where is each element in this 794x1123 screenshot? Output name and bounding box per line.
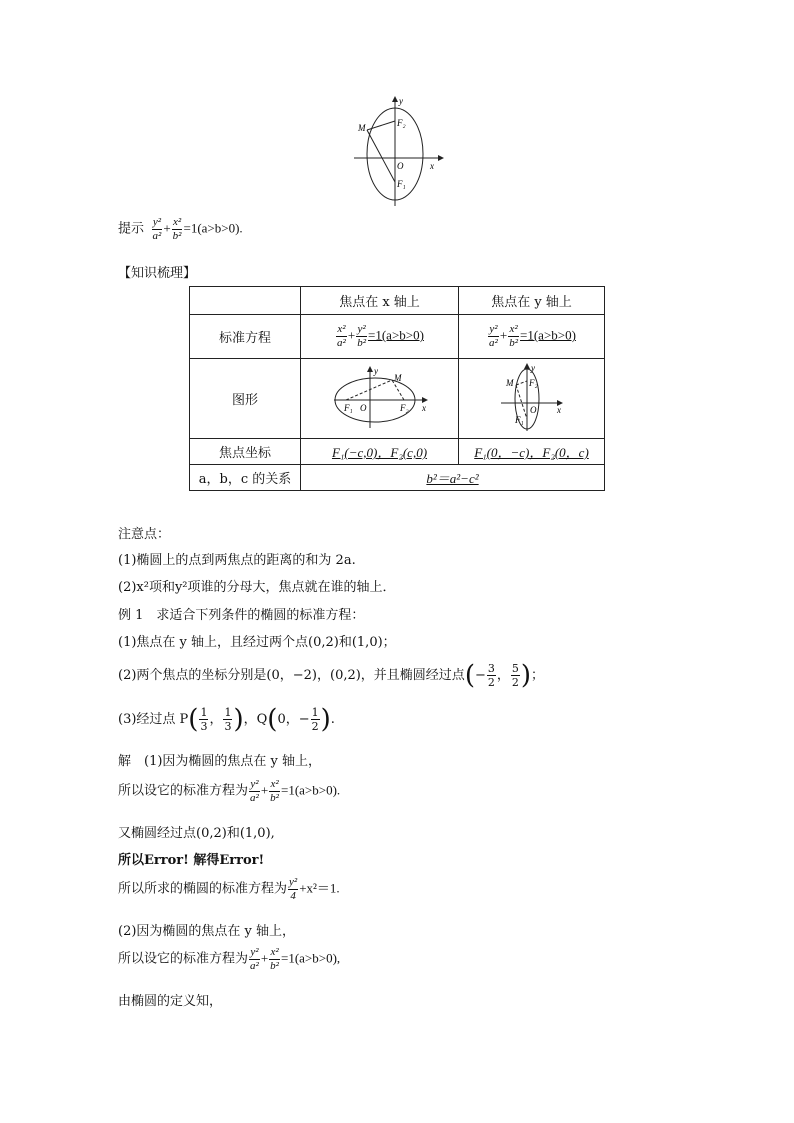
solution-1: 解 (1)因为椭圆的焦点在 y 轴上， bbox=[118, 754, 322, 769]
table-corner bbox=[190, 287, 301, 315]
row-label-standard-eq: 标准方程 bbox=[190, 315, 301, 359]
header-y-focus: 焦点在 y 轴上 bbox=[459, 287, 605, 315]
x-focus-equation: $\frac{\text{x²}}{\text{a²}}$ + $\frac{\text{y²}}{\text{b²}}$ =1(a>b>0) bbox=[301, 315, 459, 359]
svg-text:M: M bbox=[505, 377, 513, 388]
horizontal-ellipse-figure bbox=[330, 364, 430, 430]
example-part-1: (1)焦点在 y 轴上，且经过两个点(0,2)和(1,0)； bbox=[118, 635, 396, 650]
notes-title: 注意点： bbox=[118, 527, 171, 542]
solution-3: 又椭圆经过点(0,2)和(1,0), bbox=[118, 826, 275, 841]
y-focus-foci: F₁(0，−c)，F₂(0，c) bbox=[459, 439, 605, 465]
solution-8: 由椭圆的定义知， bbox=[118, 994, 223, 1009]
label-f1: F₁ bbox=[397, 179, 406, 189]
svg-text:M: M bbox=[393, 372, 401, 383]
solution-2: 所以设它的标准方程为 $\frac{\text{y²}}{\text{a²}}$ + $\frac{\text{x²}}{\text{b²}}$ =1(a>b>0). bbox=[118, 778, 341, 804]
label-y: y bbox=[399, 96, 403, 106]
label-o: O bbox=[397, 161, 404, 171]
note-1: (1)椭圆上的点到两焦点的距离的和为 2a. bbox=[118, 553, 356, 568]
label-m: M bbox=[358, 123, 366, 133]
x-focus-foci: F₁(−c,0)，F₂(c,0) bbox=[301, 439, 459, 465]
svg-text:F₂: F₂ bbox=[399, 402, 409, 413]
svg-text:x: x bbox=[421, 402, 426, 413]
hint-tail: =1(a>b>0). bbox=[183, 220, 243, 236]
note-2: (2)x²项和y²项谁的分母大，焦点就在谁的轴上． bbox=[118, 580, 396, 595]
x-axis-arrow bbox=[438, 155, 444, 161]
mf1-line bbox=[367, 130, 395, 182]
svg-text:O: O bbox=[359, 402, 366, 413]
svg-text:y: y bbox=[530, 362, 535, 373]
row-label-relation: a，b，c 的关系 bbox=[190, 465, 301, 491]
solution-5: 所以所求的椭圆的标准方程为 $\frac{\text{y²}}{4}$ +x²＝1. bbox=[118, 876, 340, 902]
row-label-foci: 焦点坐标 bbox=[190, 439, 301, 465]
mf2-line bbox=[367, 121, 395, 130]
solution-7: 所以设它的标准方程为 $\frac{\text{y²}}{\text{a²}}$ + $\frac{\text{x²}}{\text{b²}}$ =1(a>b>0), bbox=[118, 946, 341, 972]
relation-value: b²＝a²−c² bbox=[301, 465, 605, 491]
y-focus-figure-cell bbox=[459, 359, 605, 439]
row-label-figure: 图形 bbox=[190, 359, 301, 439]
example-part-2: (2)两个焦点的坐标分别是(0，−2)，(0,2)，并且椭圆经过点(− $\frac{3}{2}$ ， $\frac{5}{2}$ )； bbox=[118, 660, 545, 691]
hint-line: 提示 $\frac{\text{y²}}{\text{a²}}$ + $\frac{\text{x²}}{\text{b²}}$ =1(a>b>0). bbox=[118, 216, 243, 242]
svg-text:F₁: F₁ bbox=[343, 402, 353, 413]
section-title: 【知识梳理】 bbox=[118, 266, 197, 281]
solution-6: (2)因为椭圆的焦点在 y 轴上， bbox=[118, 924, 296, 939]
hint-frac-x: $\frac{\text{x²}}{\text{b²}}$ bbox=[172, 216, 182, 242]
vertical-ellipse-figure bbox=[497, 361, 567, 433]
label-x: x bbox=[430, 161, 434, 171]
label-f2: F₂ bbox=[397, 118, 406, 128]
y-focus-equation: $\frac{\text{y²}}{\text{a²}}$ + $\frac{\text{x²}}{\text{b²}}$ =1(a>b>0) bbox=[459, 315, 605, 359]
hint-frac-y: $\frac{\text{y²}}{\text{a²}}$ bbox=[152, 216, 162, 242]
example-part-3: (3)经过点 P( $\frac{1}{3}$ ， $\frac{1}{3}$ )，Q(0，− $\frac{1}{2}$ ). bbox=[118, 704, 335, 735]
example-title: 例 1 求适合下列条件的椭圆的标准方程： bbox=[118, 608, 365, 623]
top-ellipse-figure bbox=[350, 94, 446, 210]
svg-text:O: O bbox=[529, 404, 536, 415]
hint-label: 提示 bbox=[118, 220, 145, 236]
svg-text:y: y bbox=[373, 365, 378, 376]
svg-text:F₁: F₁ bbox=[514, 414, 524, 425]
x-focus-figure-cell bbox=[301, 359, 459, 439]
header-x-focus: 焦点在 x 轴上 bbox=[301, 287, 459, 315]
svg-text:x: x bbox=[556, 404, 561, 415]
solution-4: 所以Error! 解得Error! bbox=[118, 853, 265, 868]
knowledge-table bbox=[189, 286, 605, 491]
y-axis-arrow bbox=[392, 96, 398, 102]
svg-text:F₂: F₂ bbox=[528, 377, 538, 388]
